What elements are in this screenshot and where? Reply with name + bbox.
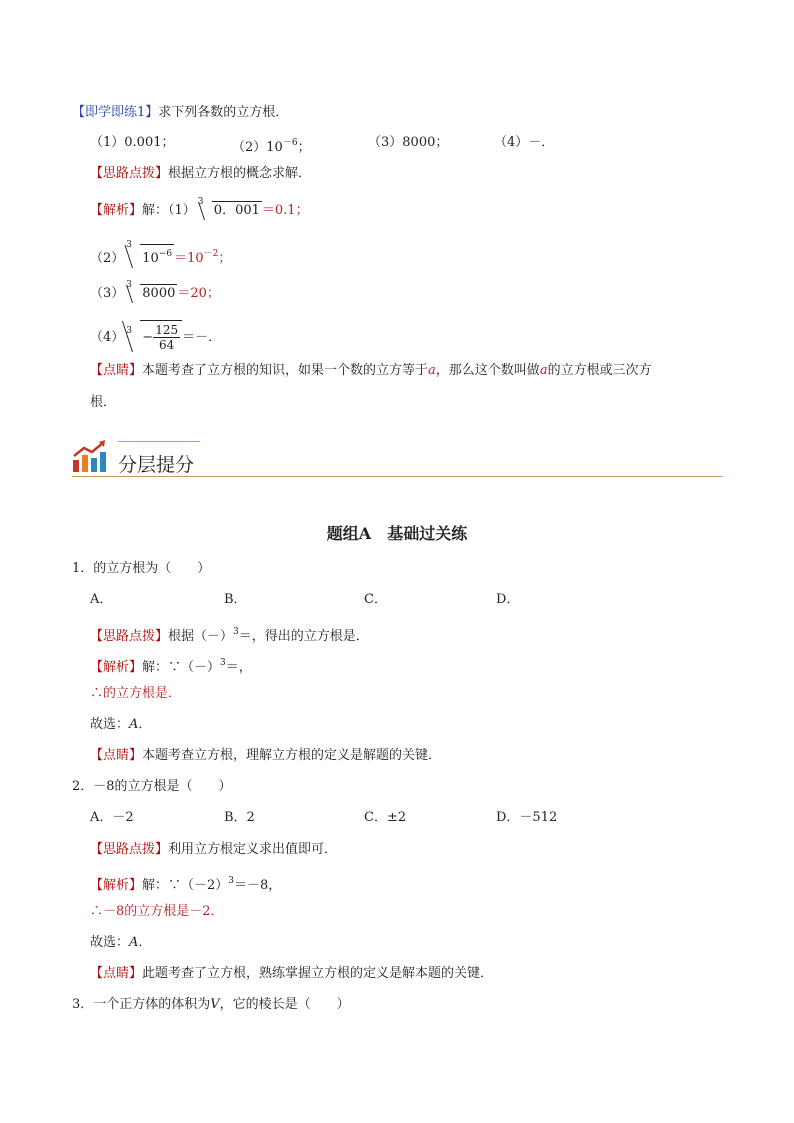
q1-comment: 【点睛】本题考查立方根，理解立方根的定义是解题的关键． [90,748,442,763]
cube-root-expr: 3 0．001 [197,197,260,218]
section-title: 分层提分 [118,454,195,476]
q2-choice: 故选：A． [90,935,152,950]
practice-solution-2: （2） 3 $10^{-6} =10^{-2}$； [90,240,232,266]
q1-choice: 故选：A． [90,717,152,732]
practice-item-1: （1）0.001； [90,135,175,150]
cube-root-expr: 3 − $\frac{125}{64}$ [126,320,182,353]
practice-item-3: （3）8000； [368,135,449,150]
section-deco-line [118,441,200,442]
q2-option-a: A．－2 [90,810,134,825]
practice-hint: 【思路点拨】根据立方根的概念求解． [90,166,312,181]
cube-root-expr: 3 $10^{-6}$ [126,240,173,266]
question-1-stem: 1．的立方根为（ ） [72,561,211,576]
practice-tag: 【即学即练1】 [72,105,159,120]
question-3-stem: 3．一个正方体的体积为V，它的棱长是（ ） [72,997,350,1012]
cube-root-expr: 3 8000 [126,280,176,301]
practice-comment-cont: 根． [90,395,117,410]
practice-solution-1: 【解析】解：（1） 3 0．001 ＝0.1； [90,197,309,218]
practice-comment: 【点睛】本题考查了立方根的知识，如果一个数的立方等于a，那么这个数叫做a的立方根或三次方 [90,363,652,378]
q2-hint: 【思路点拨】利用立方根定义求出值即可． [90,842,338,857]
practice-question: 求下列各数的立方根． [158,105,289,120]
solution-tag: 【解析】 [90,203,143,218]
question-2-stem: 2．－8的立方根是（ ） [72,779,232,794]
q1-option-b: B． [224,592,247,607]
q1-hint: 【思路点拨】根据$(-)^3=$，得出的立方根是． [90,627,369,644]
comment-tag: 【点睛】 [90,363,143,378]
q2-solution: 【解析】解：$\because(-2)^3=-8$， [90,876,282,893]
q1-therefore: ∴的立方根是． [90,686,182,701]
q2-option-d: D．－512 [496,810,558,825]
q2-therefore: ∴－8的立方根是－2． [90,904,224,919]
q1-option-d: D． [496,592,520,607]
q1-option-a: A． [90,592,113,607]
q1-solution: 【解析】解：$\because(-)^3=$， [90,658,252,675]
q2-option-c: C．±2 [364,810,407,825]
section-divider [72,476,723,477]
group-title: 题组A 基础过关练 [326,524,468,543]
q2-comment: 【点睛】此题考查了立方根，熟练掌握立方根的定义是解本题的关键． [90,966,494,981]
practice-solution-4: （4） 3 − $\frac{125}{64}$ ＝－． [90,320,221,353]
practice-item-4: （4）－． [494,135,555,150]
practice-item-2: $(2)10^{-6}$； [232,138,311,155]
practice-heading [72,104,288,122]
bar-chart-arrow-icon [72,440,108,474]
practice-solution-3: （3） 3 8000 ＝20； [90,280,220,301]
q1-option-c: C． [364,592,387,607]
hint-tag: 【思路点拨】 [90,166,169,181]
q2-option-b: B．2 [224,810,255,825]
